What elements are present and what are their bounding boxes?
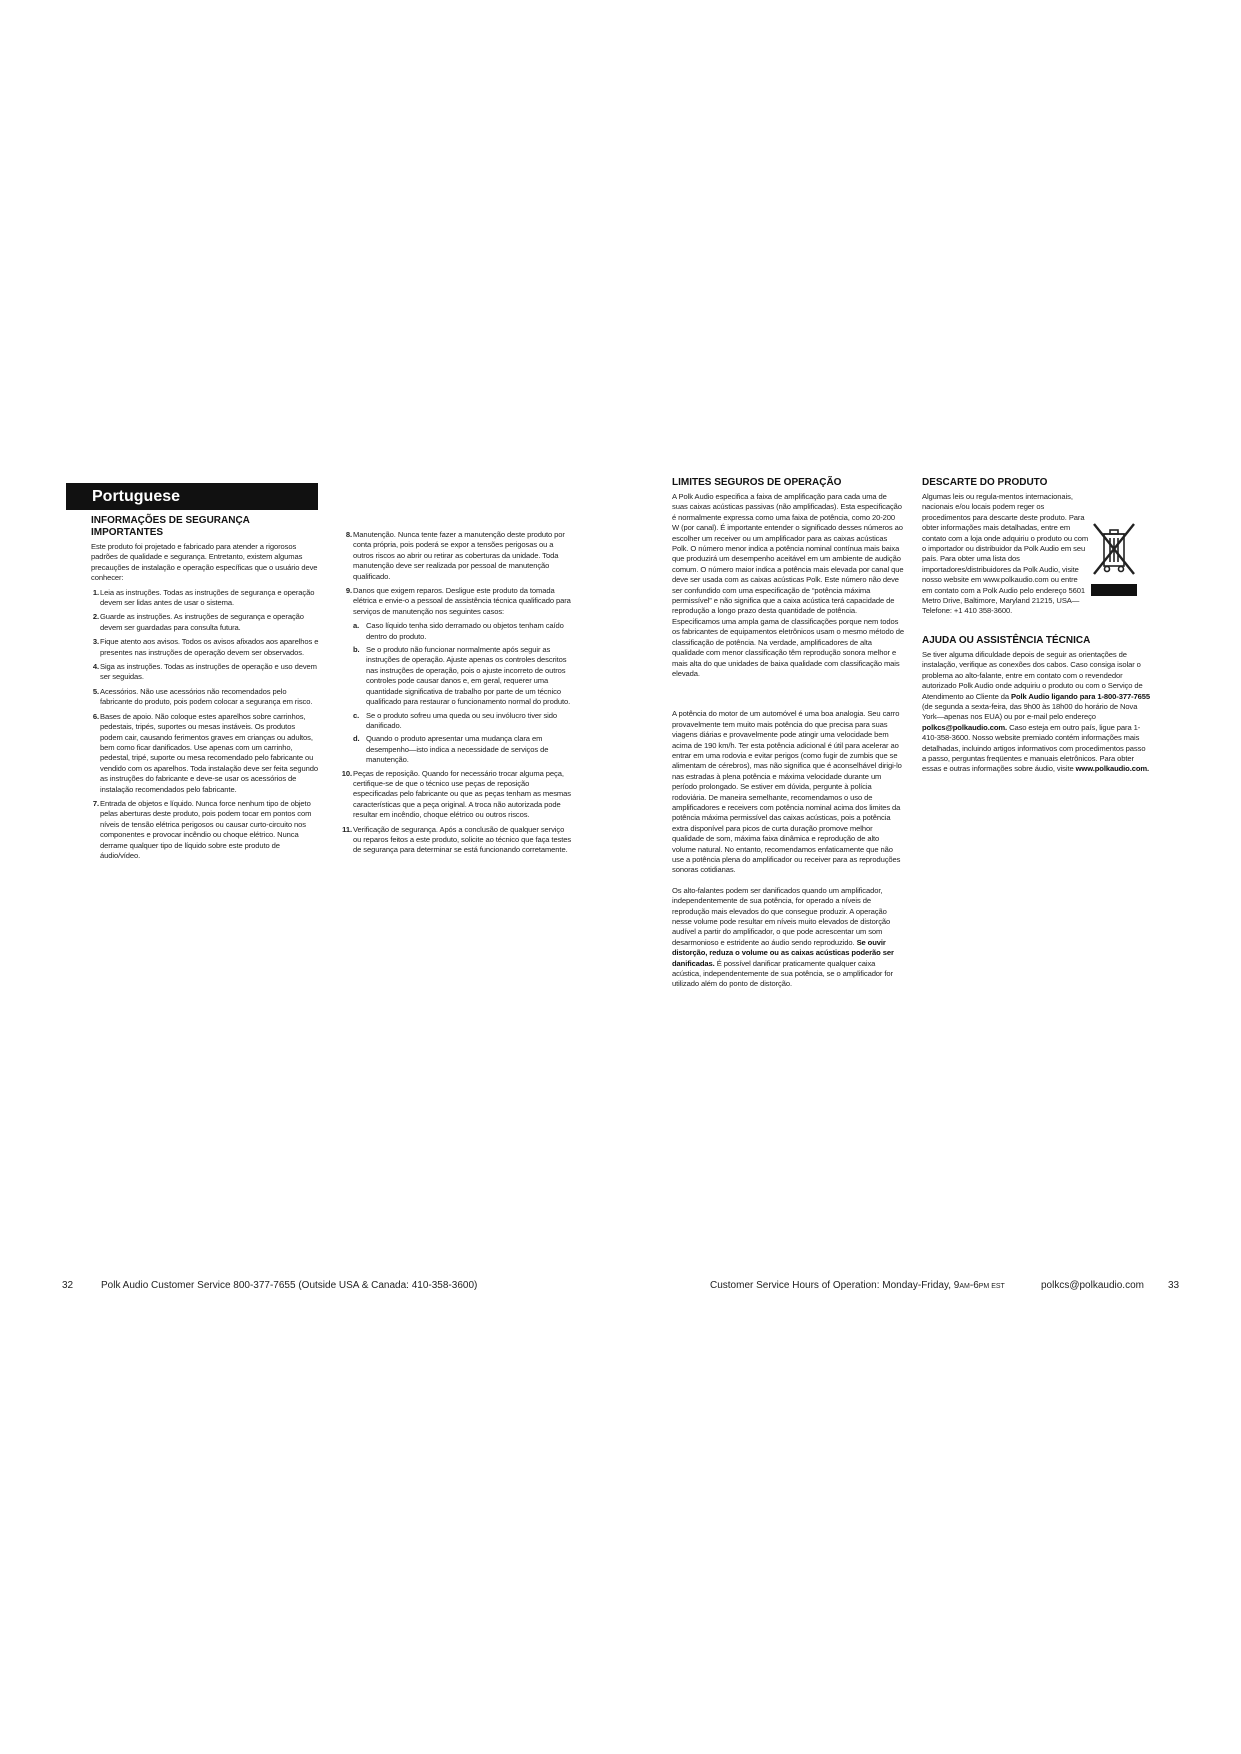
sub-item-letter: b. — [353, 645, 360, 655]
item-text: Siga as instruções. Todas as instruções de operação e uso devem ser seguidas. — [100, 662, 317, 682]
safety-item — [91, 687, 319, 708]
safety-item — [344, 586, 572, 617]
safety-item — [91, 588, 319, 609]
safety-list-3 — [341, 768, 572, 856]
item-number: 3. — [92, 637, 99, 647]
safety-list-2 — [344, 530, 572, 617]
safety-item — [91, 612, 319, 633]
limits-title: LIMITES SEGUROS DE OPERAÇÃO — [672, 477, 842, 488]
safety-intro: Este produto foi projetado e fabricado para atender a rigorosos padrões de qualidade e segurança. Entretanto, existem algumas precauções de instalação e operação específicas que o usuário deve conhecer: — [91, 542, 318, 583]
item-text: Fique atento aos avisos. Todos os avisos afixados aos aparelhos e presentes nas instruções de operação devem ser observados. — [100, 637, 319, 657]
safety-item — [341, 768, 572, 821]
item-number: 7. — [92, 798, 99, 808]
help-text: Se tiver alguma dificuldade depois de seguir as orientações de instalação, verifique as conexões dos cabos. Caso consiga isolar o problema ao alto-falante, entre em contato com o revendedor autorizado Polk Audio onde adquiriu o produto ou com o Serviço de Atendimento ao Cliente da Polk Audio ligando para 1-800-377-7655 (de segunda a sexta-feira, das 9h00 às 18h00 do horário de Nova York—apenas nos EUA) ou por e-mail pelo endereço polkcs@polkaudio.com. Caso esteja em outro país, ligue para 1-410-358-3600. Nosso website premiado contém informações mais detalhadas, incluindo artigos informativos com procedimentos passo a passo, perguntas freqüentes e manuais eletrônicos. Para obter essas e outras informações sobre áudio, visite www.polkaudio.com. — [922, 649, 1150, 774]
safety-column-2 — [341, 530, 572, 860]
footer-service-hours: Customer Service Hours of Operation: Monday-Friday, 9AM-6PM EST — [710, 1280, 1005, 1291]
item-text: Danos que exigem reparos. Desligue este produto da tomada elétrica e envie-o a pessoal de assistência técnica qualificado para serviços de manutenção nos seguintes casos: — [353, 586, 571, 616]
item-number: 1. — [92, 587, 99, 597]
limits-paragraph-1: A Polk Audio especifica a faixa de amplificação para cada uma de suas caixas acústicas passivas (não amplificadas). Esta especificação é normalmente expressa como uma faixa de potência, como 20-200 W (por canal). É importante entender o significado desses números ao escolher um receiver ou um amplificador para as caixas acústicas Polk. O número menor indica a potência nominal contínua mais baixa que produzirá um desempenho aceitável em um ambiente de audição comum. O número maior indica a potência mais elevada por canal que deve ser usada com as caixas acústicas Polk. Este número não deve ser confundido com uma especificação de “potência máxima permissível” e não significa que a caixa acústica terá capacidade de reprodução a longo prazo desta quantidade de potência. Especificamos uma ampla gama de classificações porque nem todos os fabricantes de equipamentos eletrônicos usam o mesmo método de classificação de potência. Na verdade, amplificadores de alta qualidade com menor classificação têm reprodução sonora melhor e mais alta do que unidades de baixa qualidade com classificação mais elevada. — [672, 492, 904, 678]
limits-column — [672, 477, 904, 994]
item-number: 4. — [92, 662, 99, 672]
help-title: AJUDA OU ASSISTÊNCIA TÉCNICA — [922, 634, 1091, 646]
safety-item — [91, 637, 319, 658]
sub-item-letter: d. — [353, 734, 360, 744]
safety-item — [91, 712, 319, 795]
safety-column-1 — [91, 515, 319, 865]
weee-crossed-bin-icon — [1091, 520, 1137, 604]
safety-sub-list — [344, 621, 572, 765]
item-text: Se o produto sofreu uma queda ou seu invólucro tiver sido danificado. — [366, 710, 558, 730]
item-number: 8. — [345, 530, 352, 539]
limits-paragraph-3: Os alto-falantes podem ser danificados quando um amplificador, independentemente de sua potência, for operado a níveis de reprodução mais elevados do que consegue produzir. A operação nesse volume pode resultar em níveis muito elevados de distorção audível a partir do amplificador, o que pode acrescentar um som desarmonioso e estridente ao áudio sendo reproduzido. Se ouvir distorção, reduza o volume ou as caixas acústicas poderão ser danificadas. É possível danificar praticamente qualquer caixa acústica, independentemente de sua potência, se o amplificador for utilizado além do ponto de distorção. — [672, 885, 894, 989]
safety-item — [91, 662, 319, 683]
footer-page-number-right: 33 — [1168, 1280, 1180, 1291]
sub-item-letter: a. — [353, 621, 360, 631]
disposal-title: DESCARTE DO PRODUTO — [922, 477, 1048, 488]
item-number: 11. — [342, 824, 352, 834]
item-text: Acessórios. Não use acessórios não recomendados pelo fabricante do produto, pois podem colocar a segurança em risco. — [100, 686, 313, 707]
item-text: Peças de reposição. Quando for necessário trocar alguma peça, certifique-se de que o técnico use peças de reposição especificadas pelo fabricante ou que as peças tenham as mesmas características que a peça original. A troca não autorizada pode resultar em incêndio, choque elétrico ou outros riscos. — [353, 768, 571, 820]
item-text: Bases de apoio. Não coloque estes aparelhos sobre carrinhos, pedestais, tripés, suportes ou mesas instáveis. Os produtos podem cair, causando ferimentos graves em crianças ou adultos, bem como ficar danificados. Use apenas com um carrinho, pedestal, tripé, suporte ou mesa recomendado pelo fabricante ou vendido com os aparelhos. Toda instalação deve ser feita segundo as instruções do fabricante e deve-se usar os acessórios de instalação recomendados pelo fabricante. — [100, 711, 319, 794]
safety-item — [344, 530, 572, 582]
item-text: Entrada de objetos e líquido. Nunca force nenhum tipo de objeto pelas aberturas deste produto, pois podem tocar em pontos com níveis de tensão elétrica perigosos ou causar curto-circuito nos componentes e provocar incêndio ou choque elétrico. Nunca derrame qualquer tipo de líquido sobre este produto de áudio/vídeo. — [100, 798, 312, 860]
safety-item — [91, 799, 319, 861]
item-number: 6. — [92, 711, 99, 721]
help-email-link[interactable]: polkcs@polkaudio.com. — [922, 722, 1008, 732]
item-text: Manutenção. Nunca tente fazer a manutenção deste produto por conta própria, pois poderá se expor a tensões perigosas ou a outros riscos ao abrir ou retirar as coberturas da unidade. Toda manutenção deve ser realizada por pessoal de manutenção qualificado. — [353, 530, 565, 581]
footer-page-number-left: 32 — [62, 1280, 74, 1291]
item-text: Caso líquido tenha sido derramado ou objetos tenham caído dentro do produto. — [366, 621, 564, 641]
safety-list-1 — [91, 588, 319, 862]
safety-title: INFORMAÇÕES DE SEGURANÇA IMPORTANTES — [91, 515, 250, 538]
disposal-text: Algumas leis ou regula-mentos internacionais, nacionais e/ou locais podem reger os procedimentos para descarte deste produto. Para obter informações mais detalhadas, entre em contato com a loja onde adquiriu o produto ou com o importador ou distribuidor da Polk Audio em seu país. Para obter uma lista dos importadores/distribuidores da Polk Audio, visite nosso website em www.polkaudio.com ou entre em contato com a Polk Audio pelo endereço 5601 Metro Drive, Baltimore, Maryland 21215, USA—Telefone: +1 410 358-3600. — [922, 492, 1089, 616]
help-website-link[interactable]: www.polkaudio.com. — [1075, 764, 1150, 774]
distortion-warning: Se ouvir distorção, reduza o volume ou as caixas acústicas poderão ser danificadas. — [672, 937, 894, 968]
item-text: Quando o produto apresentar uma mudança clara em desempenho—isto indica a necessidade de serviços de manutenção. — [366, 734, 549, 765]
item-text: Se o produto não funcionar normalmente após seguir as instruções de operação. Ajuste apenas os controles descritos nas instruções de operação, pois o ajuste incorreto de outros controles pode causar danos e, em geral, requerer uma quantidade significativa de trabalho por parte de um técnico qualificado para restaurar o funcionamento normal do produto. — [366, 645, 571, 707]
item-number: 9. — [345, 586, 352, 596]
sub-item-letter: c. — [353, 710, 360, 720]
safety-sub-item — [353, 621, 572, 642]
item-text: Verificação de segurança. Após a conclusão de qualquer serviço ou reparos feitos a este produto, solicite ao técnico que faça testes de segurança para determinar se está funcionando corretamente. — [353, 824, 572, 855]
limits-paragraph-2: A potência do motor de um automóvel é uma boa analogia. Seu carro provavelmente tem muito mais potência do que precisa para suas viagens diárias e provavelmente pode atingir uma velocidade bem acima de 190 km/h. Ter esta potência adicional é útil para acelerar ao entrar em uma rodovia e evitar perigos (como fugir de zumbis que se alimentam de cérebros), mas não significa que é aconselhável dirigi-lo nas estradas à plena potência e máxima velocidade durante um período prolongado. Se estiver em dúvida, pergunte à polícia rodoviária. De maneira semelhante, recomendamos o uso de amplificadores e receivers com potência nominal acima dos limites da potência máxima permissível das caixas acústicas, pois a potência extra disponível para picos de curta duração promove melhor qualidade de som, máxima faixa dinâmica e reprodução de alto volume natural. No entanto, recomendamos enfaticamente que não use a potência plena do amplificador ou receiver para as reproduções sonoras cotidianas. — [672, 709, 902, 875]
footer-customer-service: Polk Audio Customer Service 800-377-7655 (Outside USA & Canada: 410-358-3600) — [101, 1280, 478, 1291]
language-label: Portuguese — [66, 483, 318, 510]
safety-sub-item — [353, 645, 572, 707]
item-number: 5. — [92, 686, 99, 696]
footer-email[interactable]: polkcs@polkaudio.com — [1041, 1280, 1144, 1291]
safety-sub-item — [353, 711, 572, 732]
item-number: 10. — [341, 768, 352, 778]
item-text: Leia as instruções. Todas as instruções de segurança e operação devem ser lidas antes de usar o sistema. — [100, 587, 315, 608]
safety-item — [344, 825, 572, 856]
item-text: Guarde as instruções. As instruções de segurança e operação devem ser guardadas para consulta futura. — [100, 612, 304, 632]
item-number: 2. — [92, 612, 99, 622]
safety-sub-item — [353, 734, 572, 765]
